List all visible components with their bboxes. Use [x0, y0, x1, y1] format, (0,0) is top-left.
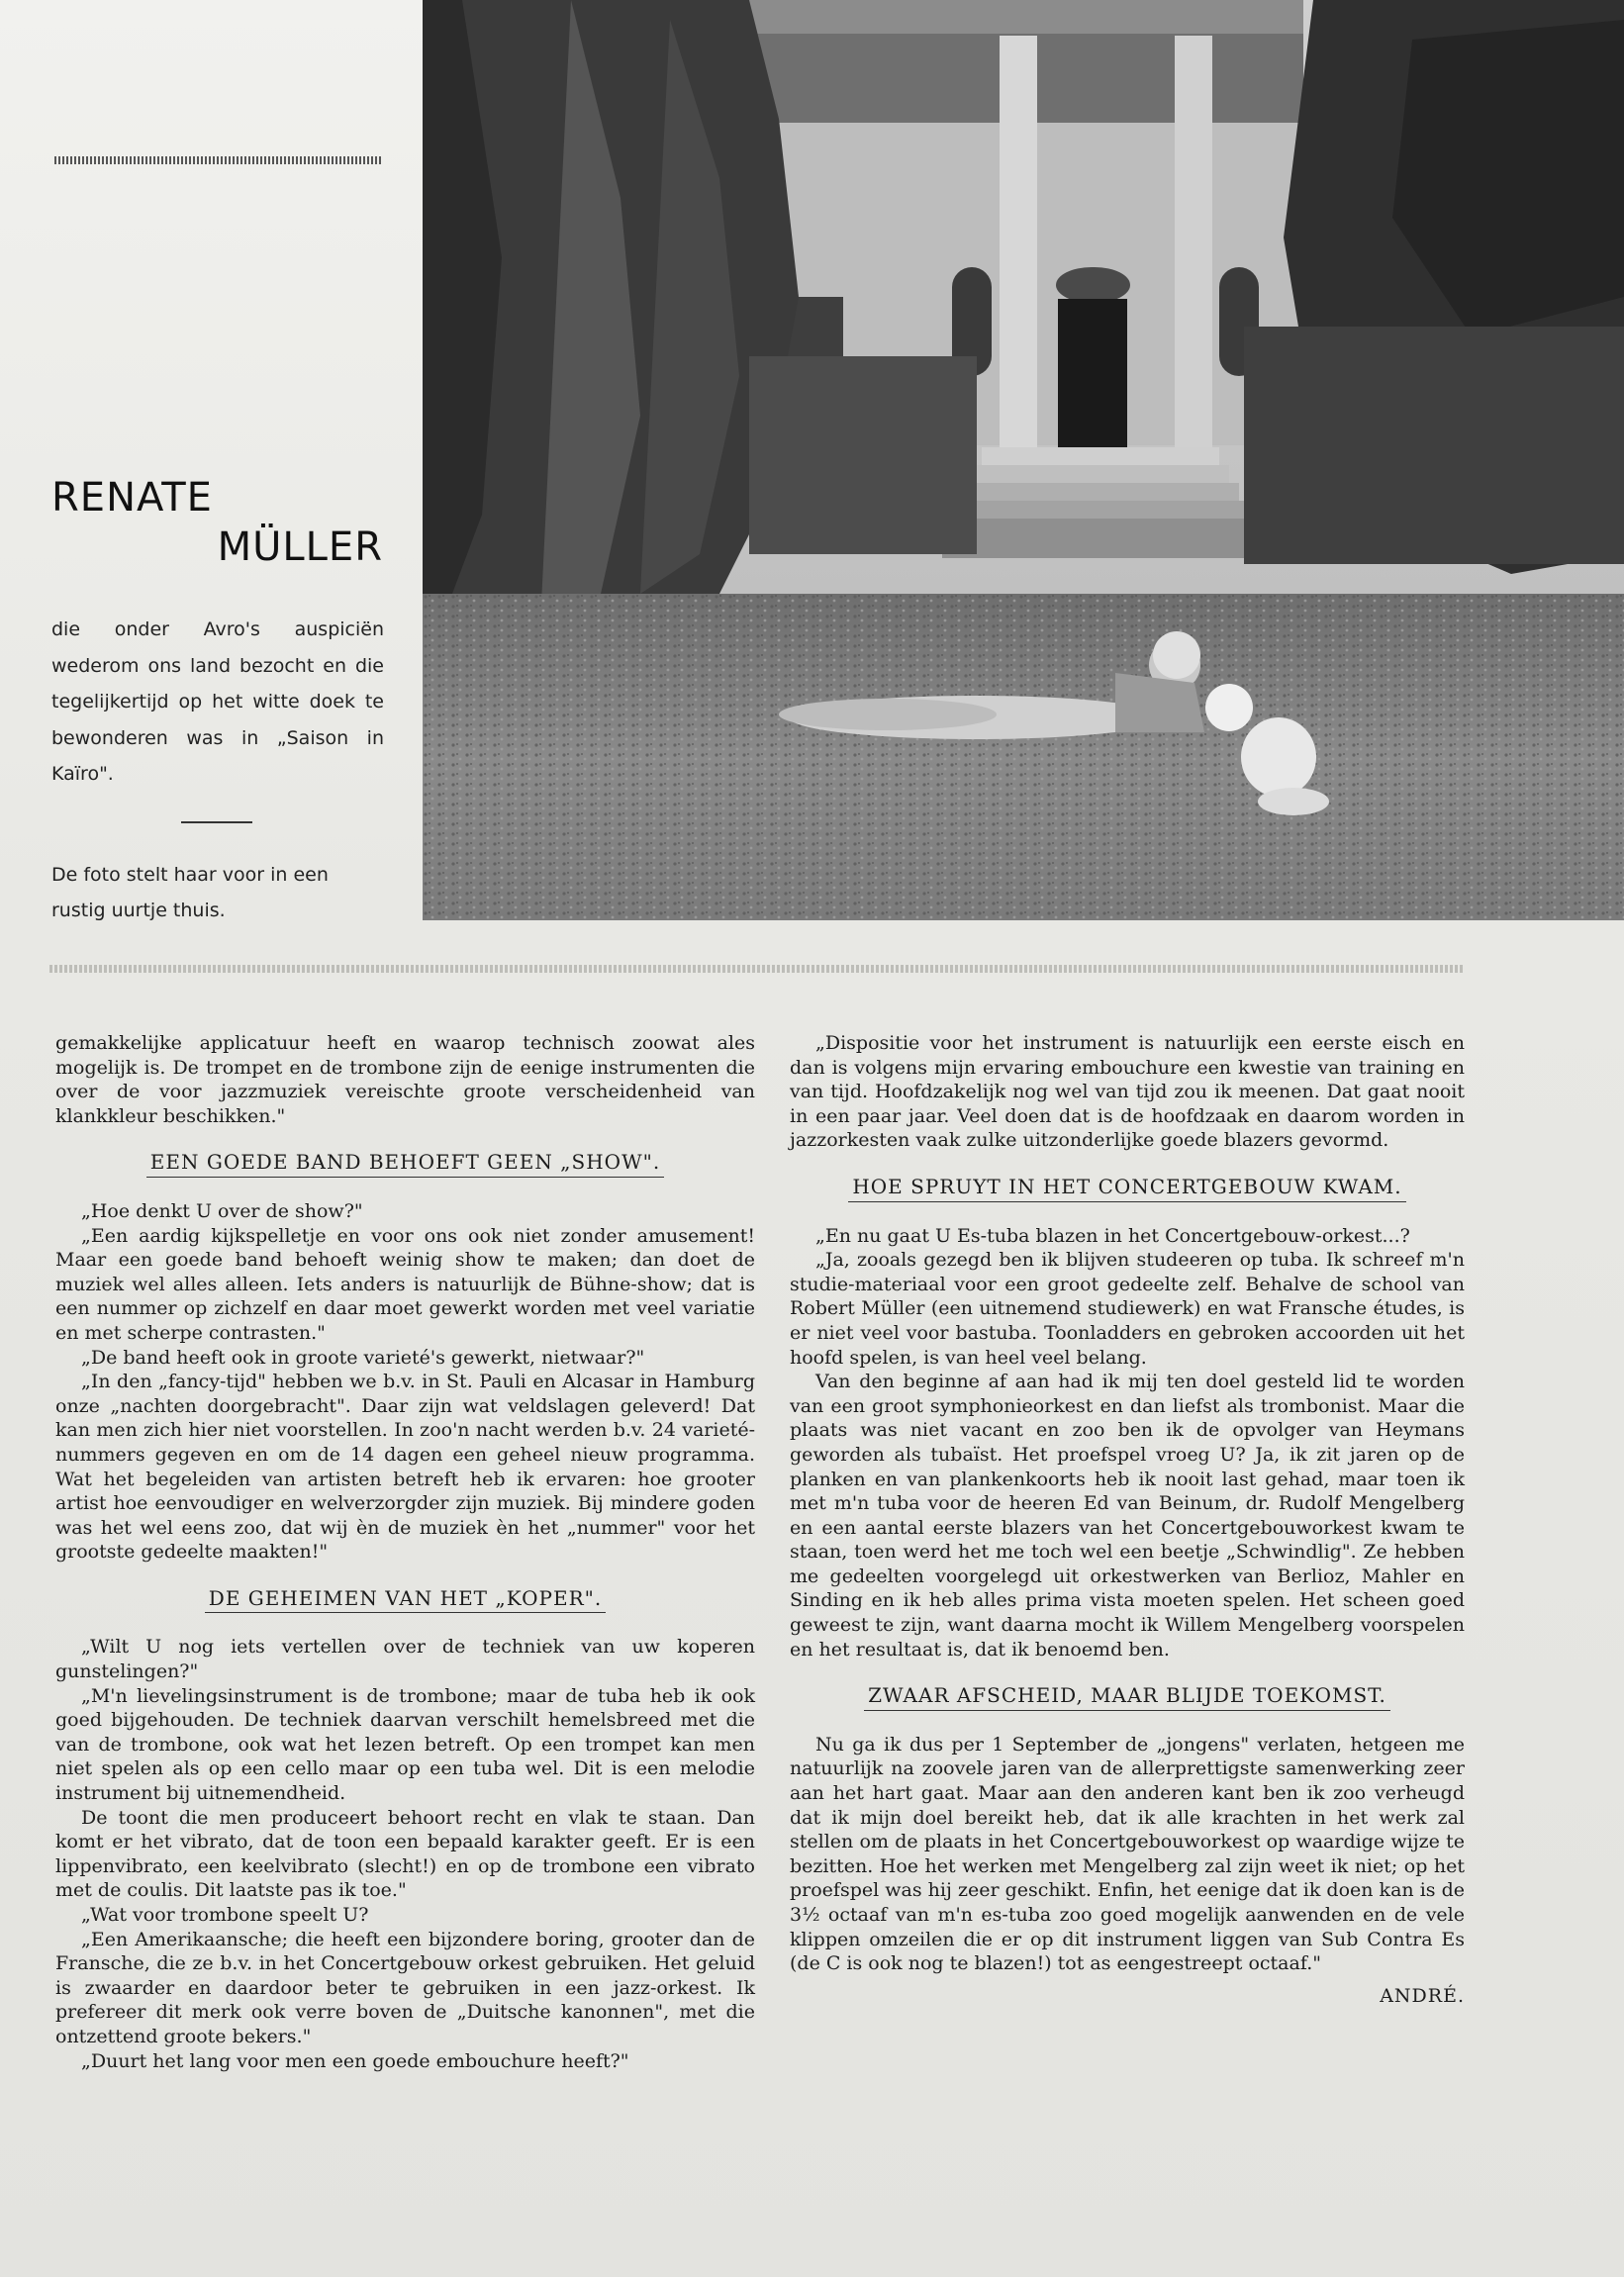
section-heading: HOE SPRUYT IN HET CONCERTGEBOUW KWAM.	[790, 1175, 1465, 1202]
paragraph: gemakkelijke applicatuur heeft en waarop technisch zoowat ales mogelijk is. De trompet en de trombone zijn de eenige instrumenten die over de voor jazzmuziek vereischte groote verscheidenheid van klankkleur beschikken."	[55, 1032, 755, 1127]
paragraph: „In den „fancy-tijd" hebben we b.v. in St. Pauli en Alcasar in Hamburg onze „nachten doorgebracht". Daar zijn wat veldslagen geleverd! Dat kan men zich hier niet voorstellen. In zoo'n nacht werden b.v. 24 varieté-nummers gegeven en om de 14 dagen een geheel nieuw programma. Wat het begeleiden van artisten betreft heb ik ervaren: hoe grooter artist hoe eenvoudiger en welverzorgder zijn muziek. Bij mindere goden was het wel eens zoo, dat wij èn de muziek èn het „nummer" voor het grootste gedeelte maakten!"	[55, 1371, 755, 1564]
page-title	[51, 473, 383, 572]
section-heading: EEN GOEDE BAND BEHOEFT GEEN „SHOW".	[55, 1150, 755, 1178]
article-column-right	[790, 1031, 1465, 2008]
paragraph: Nu ga ik dus per 1 September de „jongens" verlaten, hetgeen me natuurlijk na zoovele jaren van de allerprettigste samenwerking zeer aan het hart gaat. Maar aan den anderen kant ben ik zoo verheugd dat ik mijn doel bereikt heb, dat ik alle krachten in het werk zal stellen om de plaats in het Concertgebouworkest op waardige wijze te bezitten. Hoe het werken met Mengelberg zal zijn weet ik niet; op het proefspel was hij zeer geschikt. Enfin, het eenige dat ik doen kan is de 3½ octaaf van m'n es-tuba zoo goed mogelijk aanwenden en de vele klippen omzeilen die er op dit instrument liggen van Sub Contra Es (de C is ook nog te blazen!) tot as eengestreept octaaf."	[790, 1733, 1465, 1975]
paragraph: „Duurt het lang voor men een goede embouchure heeft?"	[81, 2049, 629, 2072]
paragraph: „Dispositie voor het instrument is natuurlijk een eerste eisch en dan is volgens mijn ervaring embouchure een kwestie van training en van tijd. Hoofdzakelijk nog wel van tijd zou ik meenen. Dat gaat nooit in een paar jaar. Veel doen dat is de hoofdzaak en daarom worden in jazzorkesten vaak zulke uitzonderlijke goede blazers gevormd.	[790, 1032, 1465, 1152]
paragraph: „Een aardig kijkspelletje en voor ons ook niet zonder amusement! Maar een goede band behoeft weinig show te maken; dan doet de muziek wel alles alleen. Iets anders is natuurlijk de Bühne-show; dat is een nummer op zichzelf en daar moet gewerkt worden met veel variatie en met scherpe contrasten."	[55, 1224, 755, 1344]
paragraph: „M'n lievelingsinstrument is de trombone; maar de tuba heb ik ook goed bijgehouden. De techniek daarvan verschilt hemelsbreed met die van de trombone, ook wat het lezen betreft. Op een trompet kan men niet spelen als op een cello maar op een tuba wel. Dit is een melodie instrument bij uitnemendheid.	[55, 1684, 755, 1805]
paragraph: Van den beginne af aan had ik mij ten doel gesteld lid te worden van een groot symphonieorkest en dan liefst als trombonist. Maar die plaats was niet vacant en zoo ben ik de opvolger van Heymans geworden als tubaïst. Het proefspel vroeg U? Ja, ik zit jaren op de planken en van plankenkoorts heb ik nooit last gehad, maar toen ik met m'n tuba voor de heeren Ed van Beinum, dr. Rudolf Mengelberg en een aantal eerste blazers van het Concertgebouworkest kwam te staan, toen werd het me toch wel een beetje „Schwindlig". Ze hebben me gedeelten voorgelegd uit orkestwerken van Berlioz, Mahler en Sinding en ik heb alles prima vista moeten spelen. Het scheen goed geweest te zijn, want daarna mocht ik Willem Mengelberg voorspelen en het resultaat is, dat ik benoemd ben.	[790, 1371, 1465, 1660]
paragraph: „Wat voor trombone speelt U?	[81, 1904, 369, 1926]
short-divider	[181, 821, 252, 823]
house-photo	[423, 0, 1624, 920]
photo-caption: De foto stelt haar voor in een rustig uurtje thuis.	[51, 864, 329, 921]
title-line-1: RENATE	[51, 475, 213, 521]
section-heading: DE GEHEIMEN VAN HET „KOPER".	[55, 1586, 755, 1614]
section-heading: ZWAAR AFSCHEID, MAAR BLIJDE TOEKOMST.	[790, 1683, 1465, 1711]
author-signature: ANDRÉ.	[1380, 1984, 1465, 2007]
dotted-rule	[54, 156, 381, 164]
paragraph: „De band heeft ook in groote varieté's gewerkt, nietwaar?"	[81, 1346, 645, 1369]
paragraph: De toont die men produceert behoort recht en vlak te staan. Dan komt er het vibrato, dat de toon een bepaald karakter geeft. Er is een lippenvibrato, een keelvibrato (slecht!) en op de trombone een vibrato met de coulis. Dit laatste pas ik toe."	[55, 1806, 755, 1902]
paragraph: „Ja, zooals gezegd ben ik blijven studeeren op tuba. Ik schreef m'n studie-materiaal voor een groot gedeelte zelf. Behalve de school van Robert Müller (een uitnemend studiewerk) en wat Fransche études, is er niet veel voor bastuba. Toonladders en gebroken accoorden uit het hoofd spelen, is van heel veel belang.	[790, 1249, 1465, 1369]
title-line-2: MÜLLER	[217, 524, 383, 570]
paragraph: „Hoe denkt U over de show?"	[81, 1199, 363, 1222]
intro-text: die onder Avro's auspiciën wederom ons land bezocht en die tegelijkertijd op het witte doek te bewonderen was in „Saison in Kaïro".	[51, 618, 384, 785]
paragraph: „En nu gaat U Es-tuba blazen in het Concertgebouw-orkest...?	[815, 1224, 1410, 1247]
article-column-left	[55, 1031, 755, 2073]
section-divider	[49, 965, 1465, 973]
paragraph: „Een Amerikaansche; die heeft een bijzondere boring, grooter dan de Fransche, die ze b.v. in het Concertgebouw orkest gebruiken. Het geluid is zwaarder en daardoor beter te gebruiken in een jazz-orkest. Ik prefereer dit merk ook verre boven de „Duitsche kanonnen", met die ontzettend groote bekers."	[55, 1928, 755, 2047]
paragraph: „Wilt U nog iets vertellen over de techniek van uw koperen gunstelingen?"	[55, 1636, 755, 1683]
